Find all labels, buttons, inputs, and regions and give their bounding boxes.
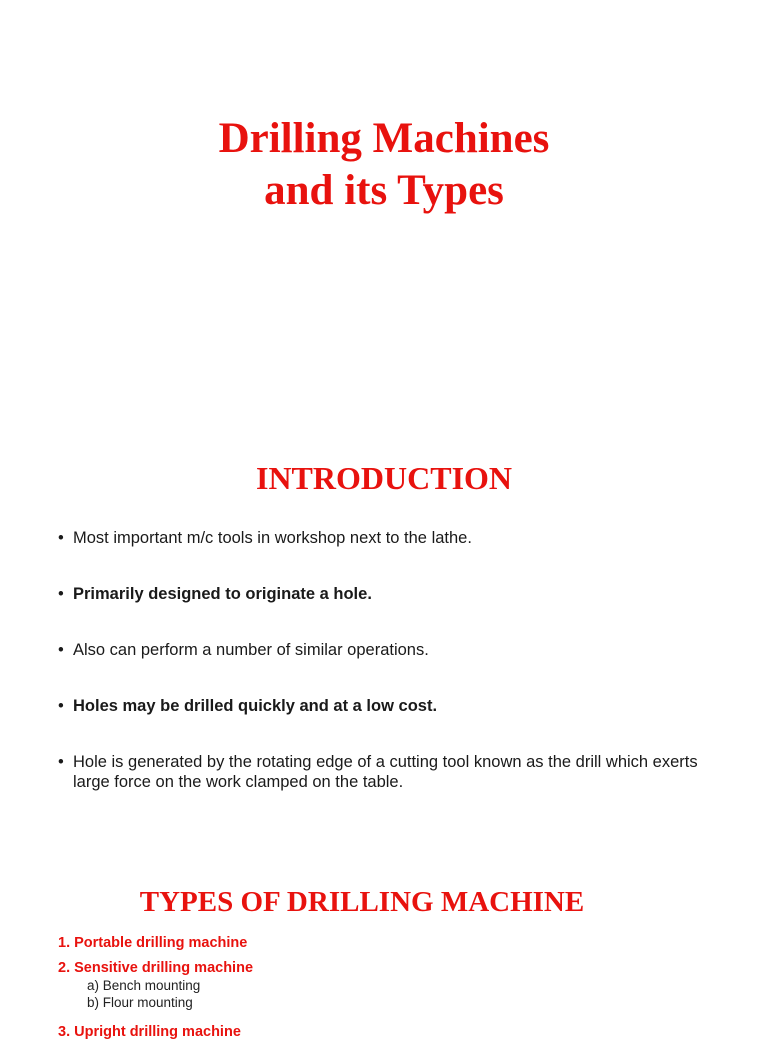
- type-item-upright: 3. Upright drilling machine: [58, 1024, 241, 1040]
- slide-title-line-2: and its Types: [264, 167, 504, 214]
- introduction-heading: INTRODUCTION: [255, 460, 513, 496]
- bullet-text: Holes may be drilled quickly and at a low cost.: [73, 697, 438, 715]
- bullet-icon: •: [58, 529, 64, 547]
- bullet-icon: •: [58, 697, 64, 715]
- bullet-item: [58, 696, 718, 716]
- sub-item-flour-mounting: b) Flour mounting: [87, 995, 193, 1010]
- bullet-item: [58, 752, 718, 792]
- type-item-sensitive: [58, 959, 658, 1011]
- sub-item-bench-mounting: a) Bench mounting: [87, 978, 201, 993]
- slide-title-line-1: Drilling Machines: [218, 115, 550, 162]
- bullet-text: Primarily designed to originate a hole.: [73, 585, 372, 603]
- bullet-icon: •: [58, 753, 64, 771]
- types-heading: TYPES OF DRILLING MACHINE: [139, 886, 585, 918]
- introduction-bullet-list: [58, 528, 718, 828]
- sensitive-sub-list: [58, 977, 658, 1011]
- bullet-icon: •: [58, 641, 64, 659]
- bullet-item: [58, 584, 718, 604]
- slide-title: [0, 113, 768, 217]
- type-item-portable: 1. Portable drilling machine: [58, 935, 248, 951]
- bullet-text: Most important m/c tools in workshop next to the lathe.: [73, 529, 472, 547]
- type-item-label: 2. Sensitive drilling machine: [58, 960, 254, 976]
- bullet-icon: •: [58, 585, 64, 603]
- bullet-text: Hole is generated by the rotating edge of a cutting tool known as the drill which exerts large force on the work clamped on the table.: [73, 753, 698, 791]
- title-slide: [0, 0, 768, 410]
- introduction-slide: [0, 410, 768, 1040]
- bullet-text: Also can perform a number of similar operations.: [73, 641, 429, 659]
- types-list: [58, 934, 658, 1048]
- bullet-item: [58, 640, 718, 660]
- bullet-item: [58, 528, 718, 548]
